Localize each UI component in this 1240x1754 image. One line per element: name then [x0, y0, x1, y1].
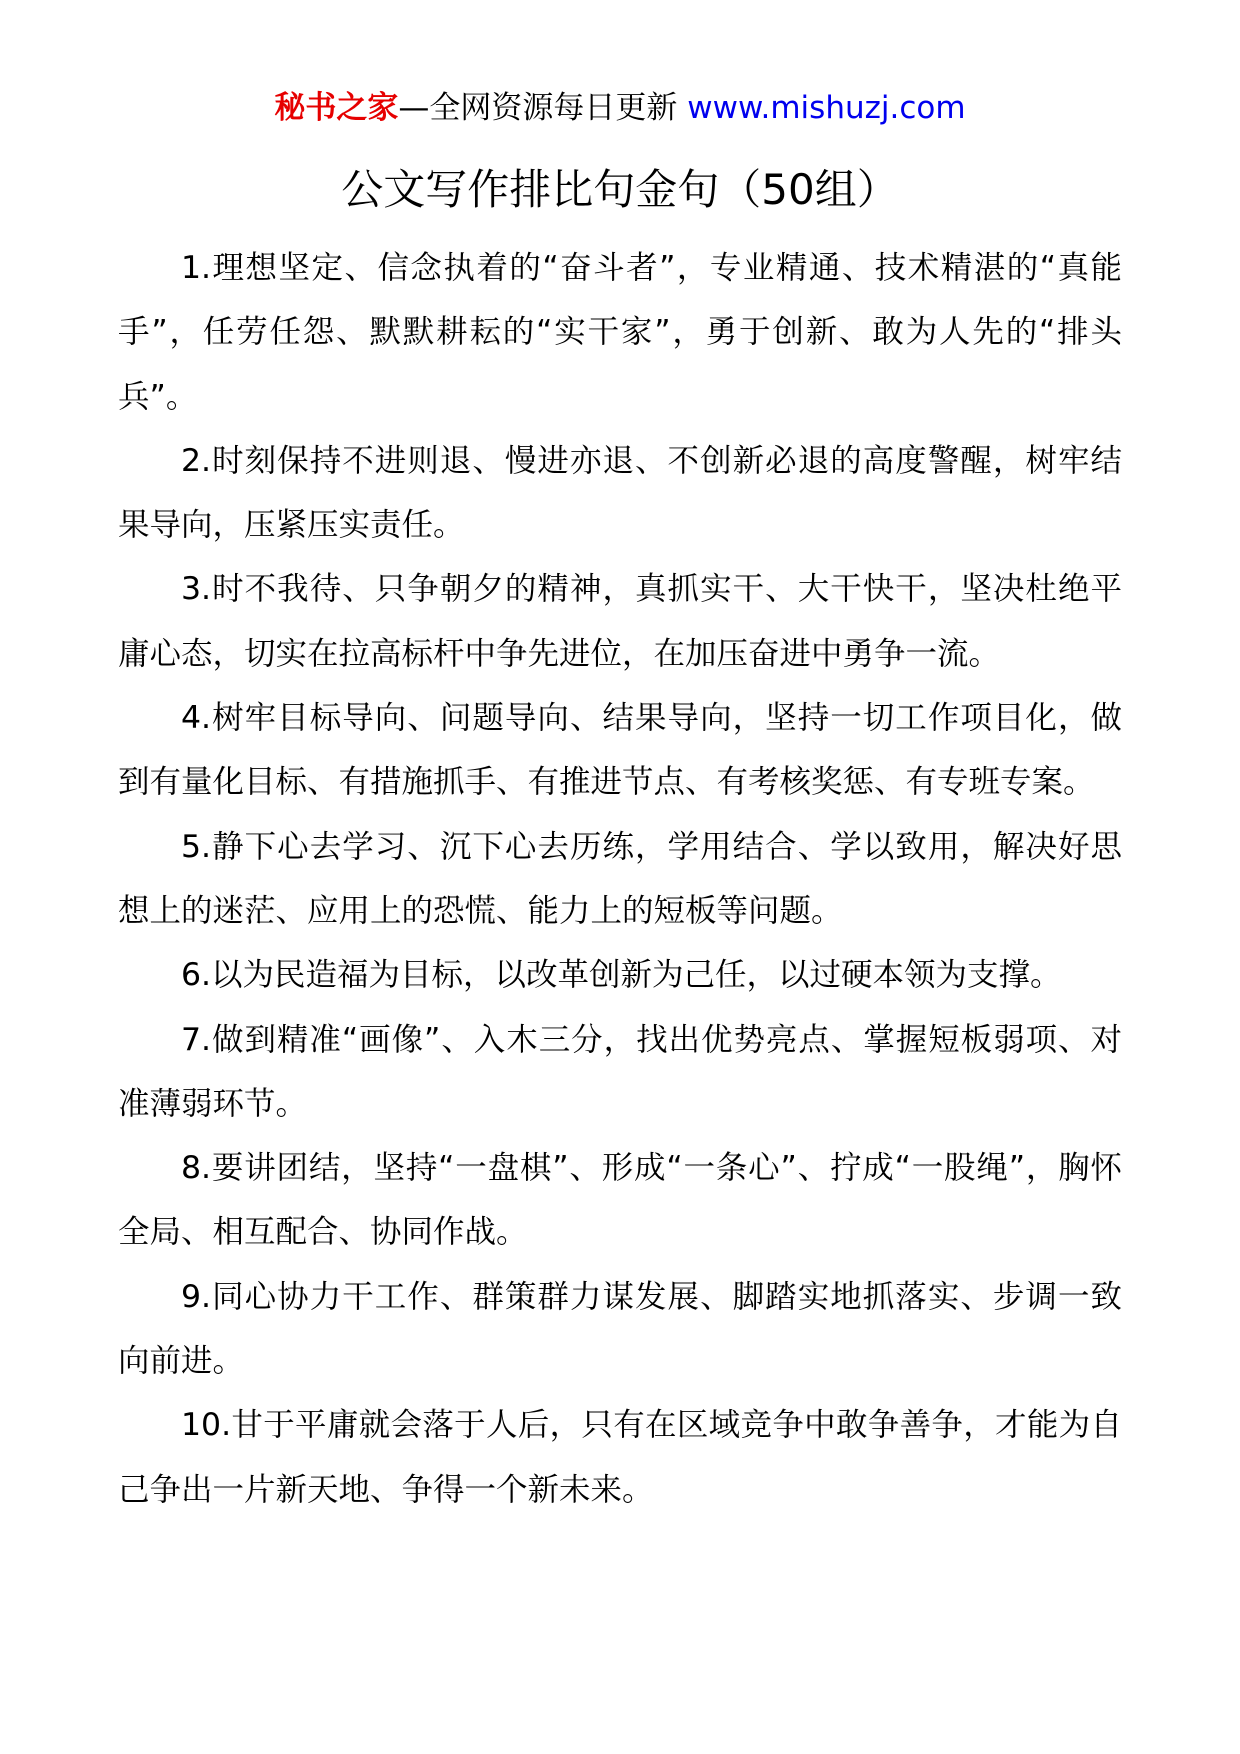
paragraph-1: 1.理想坚定、信念执着的“奋斗者”，专业精通、技术精湛的“真能手”，任劳任怨、默默耕耘的“实干家”，勇于创新、敢为人先的“排头兵”。 [118, 250, 1122, 415]
paragraph-9: 9.同心协力干工作、群策群力谋发展、脚踏实地抓落实、步调一致向前进。 [118, 1278, 1122, 1380]
paragraph-6: 6.以为民造福为目标，以改革创新为己任，以过硬本领为支撑。 [181, 957, 1062, 994]
site-url-link[interactable]: www.mishuzj.com [687, 90, 966, 126]
document-body [118, 236, 1122, 1522]
paragraph-8: 8.要讲团结，坚持“一盘棋”、形成“一条心”、拧成“一股绳”，胸怀全局、相互配合、协同作战。 [118, 1150, 1122, 1251]
brand-name: 秘书之家 [274, 90, 399, 126]
paragraph-3: 3.时不我待、只争朝夕的精神，真抓实干、大干快干，坚决杜绝平庸心态，切实在拉高标杆中争先进位，在加压奋进中勇争一流。 [118, 571, 1122, 672]
header-tagline: —全网资源每日更新 [398, 90, 678, 126]
paragraph-4: 4.树牢目标导向、问题导向、结果导向，坚持一切工作项目化，做到有量化目标、有措施抓手、有推进节点、有考核奖惩、有专班专案。 [118, 700, 1122, 801]
paragraph-10: 10.甘于平庸就会落于人后，只有在区域竞争中敢争善争，才能为自己争出一片新天地、争得一个新未来。 [118, 1407, 1122, 1508]
paragraph-7: 7.做到精准“画像”、入木三分，找出优势亮点、掌握短板弱项、对准薄弱环节。 [118, 1021, 1122, 1122]
site-header [0, 86, 1240, 130]
document-title: 公文写作排比句金句（50组） [341, 165, 899, 214]
paragraph-2: 2.时刻保持不进则退、慢进亦退、不创新必退的高度警醒，树牢结果导向，压紧压实责任。 [118, 442, 1122, 544]
paragraph-5: 5.静下心去学习、沉下心去历练，学用结合、学以致用，解决好思想上的迷茫、应用上的恐慌、能力上的短板等问题。 [118, 828, 1122, 929]
